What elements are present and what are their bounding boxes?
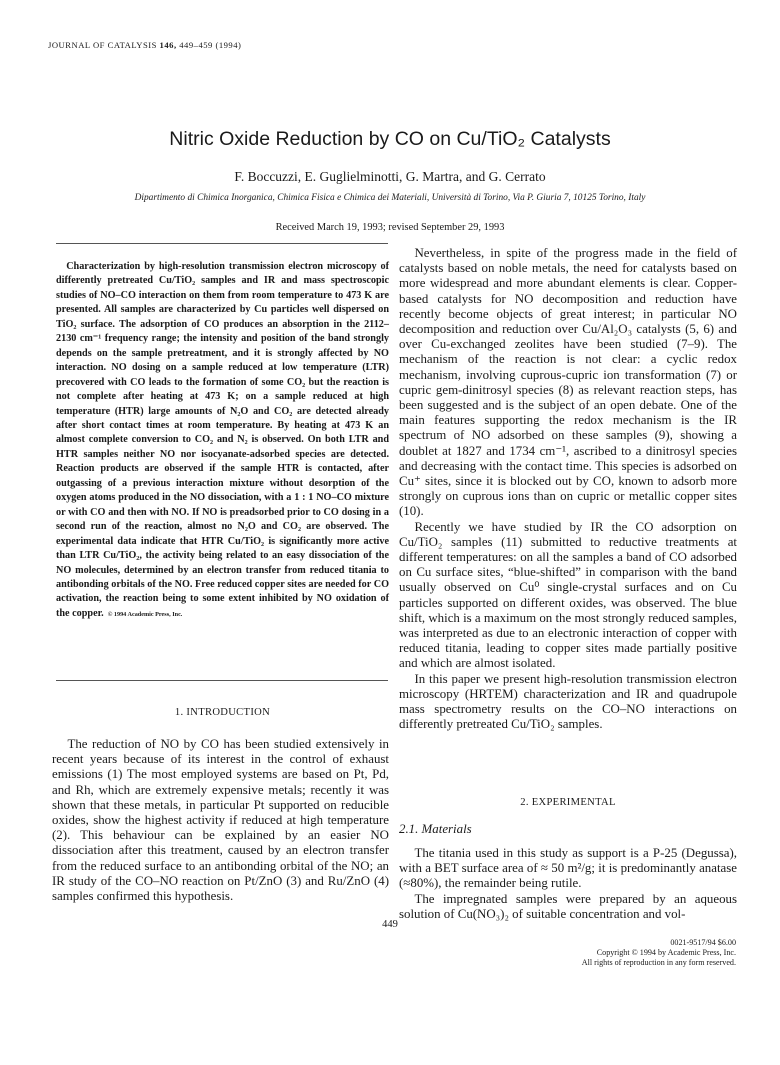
volume: 146,	[159, 40, 177, 50]
materials-body	[399, 846, 737, 922]
section-heading-experimental: 2. EXPERIMENTAL	[520, 797, 616, 808]
running-head	[48, 40, 241, 50]
footer-rights: All rights of reproduction in any form reserved.	[581, 958, 736, 968]
paragraph: The impregnated samples were prepared by an aqueous solution of Cu(NO₃)₂ of suitable concentration and vol-	[399, 891, 737, 921]
authors: F. Boccuzzi, E. Guglielminotti, G. Martra, and G. Cerrato	[234, 169, 546, 184]
section-heading-introduction: 1. INTRODUCTION	[174, 707, 271, 718]
article-title: Nitric Oxide Reduction by CO on Cu/TiO₂ Catalysts	[169, 128, 611, 150]
abstract-bottom-rule	[56, 680, 388, 681]
footer-copyright: Copyright © 1994 by Academic Press, Inc.	[596, 948, 736, 958]
right-column-body	[399, 246, 737, 733]
abstract-copyright: © 1994 Academic Press, Inc.	[107, 610, 183, 618]
abstract	[56, 260, 389, 622]
affiliation: Dipartimento di Chimica Inorganica, Chimica Fisica e Chimica dei Materiali, Università di Torino, Via P. Giuria 7, 10125 Torino, Italy	[134, 193, 646, 203]
paragraph: Nevertheless, in spite of the progress made in the field of catalysts based on noble metals, the need for catalysts based on more widespread and more abundant elements is clear. Copper-based catalysts for NO decomposition and reduction have recently become objects of great interest; in particular NO decomposition and reduction over Cu/Al₂O₃ catalysts (5, 6) and over Cu-exchanged zeolites have been studied (7–9). The mechanism of the reaction is not clear: a cyclic redox mechanism, involving cuprous-cupric ion transformation (7) or cupric gem-dinitrosyl species (8) as relevant reaction steps, has been suggested and is the subject of an open debate. One of the main features supporting the redox mechanism is the IR spectrum of NO adsorbed on these samples (9), showing a doublet at 1827 and 1734 cm⁻¹, ascribed to a dinitrosyl species and decreasing with the contact time. This species is adsorbed on Cu⁺ sites, since it is blocked out by CO, known to adsorb more strongly on cuprous ions than on cupric or metallic copper sites (10).	[399, 246, 737, 519]
abstract-top-rule	[56, 243, 388, 244]
paragraph: The reduction of NO by CO has been studied extensively in recent years because of its interest in the control of exhaust emissions (1) The most employed systems are based on Pt, Pd, and Rh, which are extremely expensive metals; recently it was shown that these metals, in particular Pt supported on reducible oxides, show the highest activity if reduced at high temperature (2). This behaviour can be explained by an easier NO dissociation after this treatment, caused by an electron transfer from the reduced surface to an antibonding orbital of the NO; an IR study of the CO–NO reaction on Pt/ZnO (3) and Ru/ZnO (4) samples confirmed this hypothesis.	[52, 737, 389, 904]
received-dates: Received March 19, 1993; revised September 29, 1993	[275, 222, 505, 233]
page-number: 449	[382, 919, 398, 930]
introduction-body	[52, 737, 389, 904]
page-range: 449–459 (1994)	[179, 40, 242, 50]
copyright-footer	[496, 938, 736, 969]
paragraph: The titania used in this study as support is a P-25 (Degussa), with a BET surface area of ≈ 50 m²/g; it is predominantly anatase (≈80%), the remainder being rutile.	[399, 846, 737, 891]
paragraph: In this paper we present high-resolution transmission electron microscopy (HRTEM) characterization and IR and quadrupole mass spectrometry results on the CO–NO interactions on differently pretreated Cu/TiO₂ samples.	[399, 671, 737, 732]
issn-price: 0021-9517/94 $6.00	[670, 938, 736, 947]
subsection-heading-materials: 2.1. Materials	[399, 822, 472, 836]
journal-name: JOURNAL OF CATALYSIS	[48, 40, 157, 50]
abstract-text: Characterization by high-resolution transmission electron microscopy of differently pretreated Cu/TiO₂ samples and IR and mass spectroscopic studies of NO–CO interaction on them from room temperature to 473 K are presented. All samples are characterized by Cu particles well dispersed on TiO₂ surface. The adsorption of CO produces an absorption in the 2112–2130 cm⁻¹ frequency range; the intensity and position of the band strongly depends on the sample pretreatment, and it is strongly affected by NO interaction. NO dosing on a sample reduced at low temperature (LTR) precovered with CO leads to the formation of some CO₂ but the reaction is not complete after heating at 473 K; on a sample reduced at high temperature (HTR) large amounts of N₂O and CO₂ are detected already after short contact times at room temperature. By heating at 473 K an almost complete conversion to CO₂ and N₂ is observed. On both LTR and HTR samples neither NO nor isocyanate-adsorbed species are detected. Reaction products are observed if the sample HTR is contacted, after outgassing of a previous interaction mixture without desorption of the oxygen atoms produced in the NO dissociation, with a 1 : 1 NO–CO mixture or with CO and then with NO. If NO is preadsorbed prior to CO dosing in a second run of the reaction, almost no N₂O and CO₂ are observed. The experimental data indicate that HTR Cu/TiO₂ is significantly more active than LTR Cu/TiO₂, the activity being related to an easy dissociation of the NO molecules, determined by an electron transfer from reduced titania to antibonding orbitals of the NO. Free reduced copper sites are needed for CO activation, the reaction being to some extent inhibited by NO oxidation of the copper.	[56, 261, 389, 619]
paragraph: Recently we have studied by IR the CO adsorption on Cu/TiO₂ samples (11) submitted to reductive treatments at different temperatures: on all the samples a band of CO adsorbed on Cu surface sites, “blue-shifted” in comparison with the band usually observed on Cu⁰ single-crystal surfaces and on Cu particles supported on different oxides, was observed. The blue shift, which is a maximum on the most strongly reduced samples, was interpreted as due to an electronic interaction of copper with reduced titania, leading to copper sites made partially positive and which are almost isolated.	[399, 519, 737, 671]
